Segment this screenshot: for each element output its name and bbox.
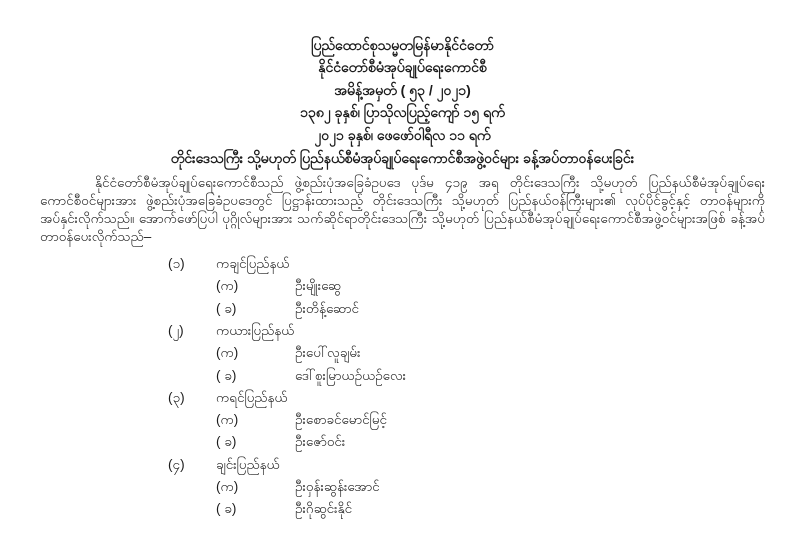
region-row [40, 320, 765, 342]
region-row [40, 454, 765, 476]
region-row [40, 387, 765, 409]
council-name: နိုင်ငံတော်စီမံအုပ်ချုပ်ရေးကောင်စီ [318, 59, 487, 76]
document-header [40, 34, 765, 146]
region-number: (၄) [168, 456, 185, 472]
region-list [40, 253, 765, 521]
member-name: ဦးဇော်ဝင်း [295, 434, 346, 450]
member-name: ဦးဂိုဆွင်းနိုင် [295, 501, 353, 517]
order-title: တိုင်းဒေသကြီး သို့မဟုတ် ပြည်နယ်စီမံအုပ်ချုပ်ရေးကောင်စီအဖွဲ့ဝင်များ ခန့်အပ်တာဝန်ပေးခြင်း [170, 150, 635, 167]
member-name: ဒေါ်စူးမြာယဉ်ယဉ်လေး [295, 367, 407, 383]
member-row [40, 476, 765, 498]
region-row [40, 253, 765, 275]
member-label: ( ခ) [216, 501, 237, 517]
region-number: (၃) [168, 389, 185, 405]
member-label: ( ခ) [216, 367, 237, 383]
member-name: ဦးတိန့်ဆောင် [295, 300, 359, 316]
member-label: (က) [216, 479, 239, 494]
member-label: (က) [216, 412, 239, 428]
member-row [40, 342, 765, 364]
region-name: ချင်းပြည်နယ် [216, 456, 280, 472]
order-body-paragraph: နိုင်ငံတော်စီမံအုပ်ချုပ်ရေးကောင်စီသည် ဖွဲ့စည်းပုံအခြေခံဥပဒေ ပုဒ်မ ၄၁၉ အရ တိုင်းဒေသကြီး သို့မဟုတ် ပြည်နယ်စီမံအုပ်ချုပ်ရေးကောင်စီဝင်များအား ဖွဲ့စည်းပုံအခြေခံဥပဒေတွင် ပြဋ္ဌာန်းထားသည့် တိုင်းဒေသကြီး သို့မဟုတ် ပြည်နယ်ဝန်ကြီးများ၏ လုပ်ပိုင်ခွင့်နှင့် တာဝန်များကို အပ်နှင်းလိုက်သည်။ အောက်ဖော်ပြပါ ပုဂ္ဂိုလ်များအား သက်ဆိုင်ရာတိုင်းဒေသကြီး သို့မဟုတ် ပြည်နယ်စီမံအုပ်ချုပ်ရေးကောင်စီအဖွဲ့ဝင်များအဖြစ် ခန့်အပ်တာဝန်ပေးလိုက်သည်– [40, 175, 765, 245]
national-title: ပြည်ထောင်စုသမ္မတမြန်မာနိုင်ငံတော် [311, 37, 494, 53]
region-name: ကရင်ပြည်နယ် [216, 389, 288, 405]
member-row [40, 275, 765, 297]
region-name: ကယားပြည်နယ် [216, 322, 295, 338]
order-number: အမိန့်အမှတ် ( ၅၃ / ၂၀၂၁) [334, 81, 471, 98]
member-row [40, 409, 765, 431]
region-number: (၁) [168, 256, 185, 272]
myanmar-calendar-date: ၁၃၈၂ ခုနှစ်၊ ပြာသိုလပြည့်ကျော် ၁၅ ရက် [300, 104, 505, 121]
member-row [40, 498, 765, 520]
member-row [40, 431, 765, 453]
member-name: ဦးပေါ်လူချမ်း [295, 345, 361, 361]
member-label: ( ခ) [216, 300, 237, 316]
member-row [40, 298, 765, 320]
member-label: (က) [216, 278, 239, 294]
member-label: ( ခ) [216, 434, 237, 450]
region-name: ကချင်ပြည်နယ် [216, 256, 290, 272]
region-number: (၂) [168, 322, 184, 338]
member-label: (က) [216, 345, 239, 361]
gregorian-date: ၂၀၂၁ ခုနှစ်၊ ဖေဖော်ဝါရီလ ၁၁ ရက် [314, 126, 491, 143]
member-name: ဦးမျိုးဆွေ [295, 278, 341, 294]
member-row [40, 365, 765, 387]
member-name: ဦးဝှန်းဆွန်းအောင် [295, 479, 380, 494]
member-name: ဦးစောခင်မောင်မြင့် [295, 412, 388, 428]
